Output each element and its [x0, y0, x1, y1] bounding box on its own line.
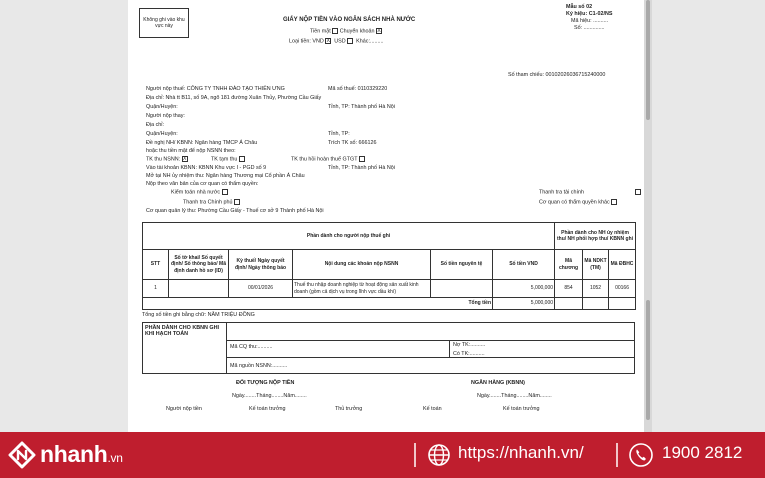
scrollbar-thumb[interactable]	[646, 0, 650, 120]
thanh-tra-cp-checkbox[interactable]	[234, 199, 240, 205]
payer-section-header: Phần dành cho người nộp thuế ghi	[143, 223, 555, 250]
reference-number: Số tham chiếu: 00102026036715240000	[508, 72, 606, 78]
tk-tam-thu-row: TK tạm thu	[211, 156, 245, 163]
tax-payment-document	[128, 0, 644, 432]
cash-note: hoặc thu tiền mặt để nộp NSNN theo:	[146, 148, 236, 154]
managing-agency: Cơ quan quản lý thu: Phường Cầu Giấy - Thuế cơ sở 9 Thành phố Hà Nội	[146, 208, 324, 214]
account-number: Trích TK số: 666126	[328, 140, 377, 146]
col-header-ndkt: Mã NDKT (TM)	[583, 250, 609, 280]
col-header-stt: STT	[143, 250, 169, 280]
tk-hoan-thue-row: TK thu hồi hoàn thuế GTGT	[291, 156, 365, 163]
ma-hieu: Mã hiệu: ..........	[571, 18, 609, 24]
kiem-toan-checkbox[interactable]	[222, 189, 228, 195]
signer-chief-accountant-left: Kế toán trưởng	[249, 406, 286, 412]
brand-tld: .vn	[107, 451, 123, 465]
signature-right-title: NGÂN HÀNG (KBNN)	[471, 380, 525, 386]
tk-tam-thu-checkbox[interactable]	[239, 156, 245, 162]
tax-code: Mã số thuế: 0110329220	[328, 86, 388, 92]
col-header-decision: Số tờ khai/ Số quyết định/ Số thông báo/ Mã định danh hồ sơ (ID)	[169, 250, 229, 280]
currency-row: Loại tiền: VND X USD Khác:.........	[289, 38, 384, 45]
tk-hoan-thue-checkbox[interactable]	[359, 156, 365, 162]
payer-on-behalf: Người nộp thay:	[146, 113, 185, 119]
thanh-tra-cp-row: Thanh tra Chính phủ	[183, 199, 240, 206]
payment-table	[142, 222, 636, 310]
signer-payer: Người nộp tiền	[166, 406, 202, 412]
province-1: Tỉnh, TP: Thành phố Hà Nội	[328, 104, 395, 110]
open-at-bank: Mở tại NH ủy nhiệm thu: Ngân hàng Thương mại Cổ phần Á Châu	[146, 173, 305, 179]
thanh-tra-tc-checkbox[interactable]	[635, 189, 641, 195]
total-value: 5,000,000	[493, 298, 555, 310]
col-header-original-amount: Số tiền nguyên tệ	[431, 250, 493, 280]
co-quan-khac-row: Cơ quan có thẩm quyền khác	[539, 199, 617, 206]
province-2: Tỉnh, TP:	[328, 131, 350, 137]
authority-note: Nộp theo văn bản của cơ quan có thẩm quyền:	[146, 181, 259, 187]
hotline-number[interactable]: 1900 2812	[662, 443, 743, 462]
document-title: GIẤY NỘP TIỀN VÀO NGÂN SÁCH NHÀ NƯỚC	[283, 17, 416, 23]
ma-cq-thu: Mã CQ thu:..........	[230, 344, 273, 350]
footer-divider-2	[616, 443, 618, 467]
address-2: Địa chỉ:	[146, 122, 164, 128]
amount-in-words: Tổng số tiền ghi bằng chữ: NĂM TRIỆU ĐỒNG	[142, 312, 255, 318]
tk-thu-nsnn-checkbox[interactable]: X	[182, 156, 187, 162]
total-row	[143, 298, 636, 310]
payer-name: Người nộp thuế: CÔNG TY TNHH ĐÀO TẠO THIÊN ƯNG	[146, 86, 285, 92]
globe-icon	[427, 443, 451, 467]
district-2: Quận/Huyện:	[146, 131, 178, 137]
signer-head: Thủ trưởng	[335, 406, 363, 412]
col-header-period: Kỳ thuế/ Ngày quyết định/ Ngày thông báo	[229, 250, 293, 280]
payer-address: Địa chỉ: Nhà tt B11, số 9A, ngõ 181 đường Xuân Thủy, Phường Cầu Giấy	[146, 95, 322, 101]
usd-checkbox[interactable]	[347, 38, 353, 44]
transfer-checkbox[interactable]: X	[377, 28, 381, 34]
payment-method: Tiền mặt Chuyển khoản X	[310, 28, 381, 35]
signer-chief-accountant-right: Kế toán trưởng	[503, 406, 540, 412]
tk-thu-nsnn-row: TK thu NSNN: X	[146, 156, 187, 163]
form-code: Mẫu số 02	[566, 4, 593, 10]
signature-left-date: Ngày........Tháng........Năm........	[232, 393, 307, 399]
kbnn-account: Vào tài khoản KBNN: KBNN Khu vực I - PGD số 9	[146, 165, 267, 171]
signer-accountant: Kế toán	[423, 406, 442, 412]
bank-request: Đề nghị NH/ KBNN: Ngân hàng TMCP Á Châu	[146, 140, 258, 146]
form-symbol: Ký hiệu: C1-02/NS	[566, 11, 613, 17]
phone-icon	[629, 443, 653, 467]
total-label: Tổng tiền	[143, 298, 493, 310]
kbnn-section-title: PHẦN DÀNH CHO KBNN GHI KHI HẠCH TOÁN	[145, 325, 219, 338]
kiem-toan-row: Kiểm toán nhà nước	[171, 189, 228, 196]
so: Số: ..............	[574, 25, 605, 31]
cash-checkbox[interactable]	[332, 28, 338, 34]
co-quan-khac-checkbox[interactable]	[611, 199, 617, 205]
col-header-vnd-amount: Số tiền VND	[493, 250, 555, 280]
ma-nguon-nsnn: Mã nguồn NSNN:..........	[230, 363, 288, 369]
thanh-tra-tc-row: Thanh tra tài chính	[539, 189, 641, 196]
col-header-chapter: Mã chương	[555, 250, 583, 280]
brand-footer	[0, 432, 765, 478]
footer-divider-1	[414, 443, 416, 467]
website-link[interactable]: https://nhanh.vn/	[458, 443, 584, 462]
signature-right-date: Ngày........Tháng........Năm........	[477, 393, 552, 399]
no-write-box: Không ghi vào khu vực này	[139, 8, 189, 38]
scrollbar-thumb-lower[interactable]	[646, 300, 650, 420]
district-1: Quận/Huyện:	[146, 104, 178, 110]
table-row: 1 00/01/2026 Thuế thu nhập doanh nghiệp từ hoạt động sản xuất kinh doanh (gồm cả dịch vụ trong lĩnh vực dầu khí) 5,000,000 854 1052 00166	[143, 280, 636, 298]
col-header-dbhc: Mã ĐBHC	[609, 250, 636, 280]
vnd-checkbox[interactable]: X	[326, 38, 330, 44]
province-3: Tỉnh, TP: Thành phố Hà Nội	[328, 165, 395, 171]
bank-section-header: Phần dành cho NH ủy nhiệm thu/ NH phối hợp thu/ KBNN ghi	[555, 223, 636, 250]
co-tk: Có TK:..........	[453, 351, 485, 357]
brand-name: nhanh.vn	[40, 441, 123, 467]
signature-left-title: ĐỐI TƯỢNG NỘP TIỀN	[236, 380, 295, 386]
nhanh-logo-icon	[8, 441, 36, 469]
no-tk: Nợ TK:..........	[453, 342, 486, 348]
col-header-content: Nội dung các khoản nộp NSNN	[293, 250, 431, 280]
